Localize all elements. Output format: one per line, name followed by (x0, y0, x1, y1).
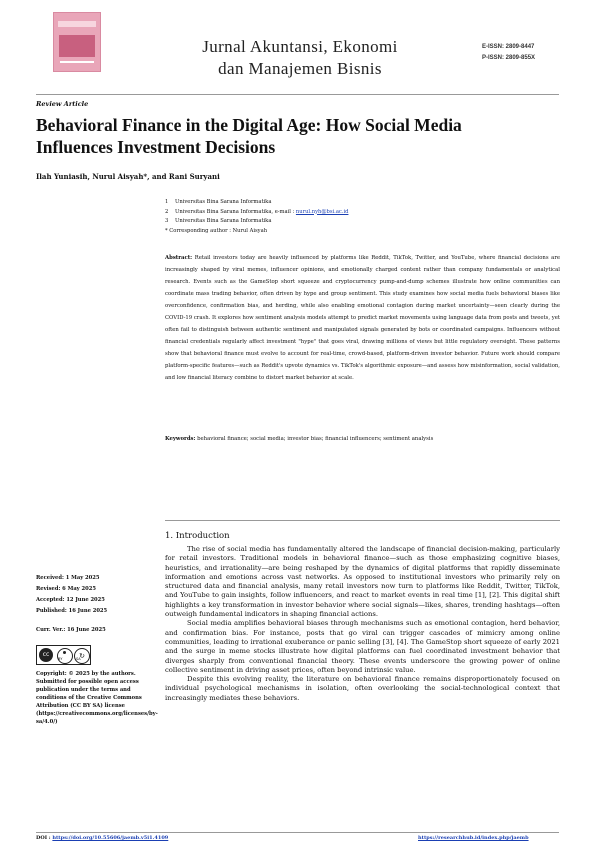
keywords (165, 436, 560, 442)
journal-title-line2: dan Manajemen Bisnis (218, 59, 382, 78)
header-divider (36, 94, 559, 95)
abstract-label: Abstract: (165, 255, 193, 261)
doi-label: DOI : (36, 835, 53, 841)
article-type: Review Article (36, 100, 89, 108)
article-title-line2: Influences Investment Decisions (36, 137, 276, 157)
doi (36, 835, 168, 841)
corresponding-author: * Corresponding author : Nurul Aisyah (165, 227, 268, 234)
affiliation-2: 2 Universitas Bina Sarana Informatika, e-mail : nurul.nyh@bsi.ac.id (165, 208, 349, 215)
received-date: Received: 1 May 2025 (36, 575, 100, 581)
published-date: Published: 16 June 2025 (36, 608, 108, 614)
affiliations (165, 198, 348, 236)
share-alike-icon: ↻ (74, 648, 90, 664)
paragraph: Social media amplifies behavioral biases through mechanisms such as emotional contagion, herd behavior, and confirmation bias. For instance, posts that go viral can trigger cascades of mimicry among online communities, leading to irrational exuberance or panic selling [3], [4]. The GameStop short squeeze of early 2021 and the surge in meme stocks illustrate how digital platforms can fuel coordinated investment behavior that diverges sharply from conventional financial theory. These events underscore the growing power of online collective sentiment in driving asset prices, often beyond intrinsic value. (165, 619, 560, 674)
footer-divider (36, 832, 559, 833)
introduction-body (165, 545, 560, 703)
author-email-link[interactable]: nurul.nyh@bsi.ac.id (295, 208, 349, 215)
issn-electronic: E-ISSN: 2809-8447 (482, 44, 535, 50)
keywords-text: behavioral finance; social media; investor bias; financial influencers; sentiment analysis (197, 436, 434, 442)
copyright-notice: Copyright: © 2025 by the authors. Submitted for possible open access publication under the terms and conditions of the Creative Commons Attribution (CC BY SA) license (https://creativecommons.org/licenses/by-sa/4.0/) (36, 671, 158, 725)
keywords-label: Keywords: (165, 436, 196, 442)
creative-commons-icon: cc (39, 648, 53, 662)
article-title-line1: Behavioral Finance in the Digital Age: How Social Media (36, 115, 462, 135)
cc-by-sa-license-badge[interactable]: cc ↻ BY SA (36, 645, 91, 665)
accepted-date: Accepted: 12 June 2025 (36, 597, 105, 603)
journal-title-line1: Jurnal Akuntansi, Ekonomi (202, 37, 398, 56)
revised-date: Revised: 6 May 2025 (36, 586, 96, 592)
paragraph: The rise of social media has fundamentally altered the landscape of financial decision-making, particularly for retail investors. Traditional models in behavioral finance—such as those emphasizing cognitive biases, heuristics, and irrationality—are being reshaped by the dynamics of digital platforms that rapidly disseminate information and emotions across vast networks. As opposed to institutional investors who primarily rely on structured data and financial analysis, many retail investors now turn to platforms like Reddit, Twitter, TikTok, and YouTube to gain insights, follow influencers, and react to market events in real time [1], [2]. This digital shift highlights a key transformation in investor behavior where social signals—likes, shares, trending hashtags—often outweigh fundamental indicators in shaping financial actions. (165, 545, 560, 619)
author-list: Ilah Yuniasih, Nurul Aisyah*, and Rani Suryani (36, 172, 220, 181)
section-divider (165, 520, 560, 521)
current-version-date: Curr. Ver.: 16 June 2025 (36, 627, 106, 633)
attribution-icon (57, 648, 73, 664)
affiliation-3: 3 Universitas Bina Sarana Informatika (165, 218, 272, 224)
journal-cover-thumbnail (53, 12, 101, 72)
affiliation-1: 1 Universitas Bina Sarana Informatika (165, 199, 272, 205)
issn-block (482, 42, 535, 64)
issn-print: P-ISSN: 2809-855X (482, 55, 536, 61)
abstract-text: Retail investors today are heavily influenced by platforms like Reddit, TikTok, Twitter, and YouTube, where financial decisions are increasingly shaped by viral memes, influencer opinions, and emotionally charged content rather than company fundamentals or analytical research. Events such as the GameStop short squeeze and cryptocurrency pump-and-dump schemes illustrate how online communities can coordinate mass trading behavior, often driven by hype and group sentiment. This study examines how social media fuels behavioral biases like overconfidence, confirmation bias, and herding, while also enabling emotional contagion during market uncertainty—seen clearly during the COVID-19 crash. It explores how sentiment analysis models attempt to predict market movements using language data from posts and tweets, yet often fail to distinguish between authentic sentiment and manipulated signals generated by bots or coordinated campaigns. Influencers without financial credentials regularly affect investment "hype" that goes viral, drawing millions of views but little regulatory oversight. These patterns show that behavioral finance must evolve to account for real-time, crowd-based, platform-driven investor behavior. Future work should compare platform-specific features—such as Reddit's upvote dynamics vs. TikTok's algorithmic exposure—and assess how misinformation, social validation, and low financial literacy combine to distort market behavior at scale. (165, 255, 560, 381)
section-heading-introduction: 1. Introduction (165, 531, 230, 541)
paragraph: Despite this evolving reality, the literature on behavioral finance remains disproportionately focused on individual psychological mechanisms in isolation, often overlooking the social-technological context that increasingly mediates these behaviors. (165, 675, 560, 702)
article-title (36, 114, 556, 158)
journal-title (150, 36, 450, 80)
abstract (165, 252, 560, 384)
doi-link[interactable]: https://doi.org/10.55606/jaemb.v5i1.4109 (52, 835, 169, 841)
journal-website-link[interactable]: https://researchhub.id/index.php/jaemb (418, 835, 529, 841)
